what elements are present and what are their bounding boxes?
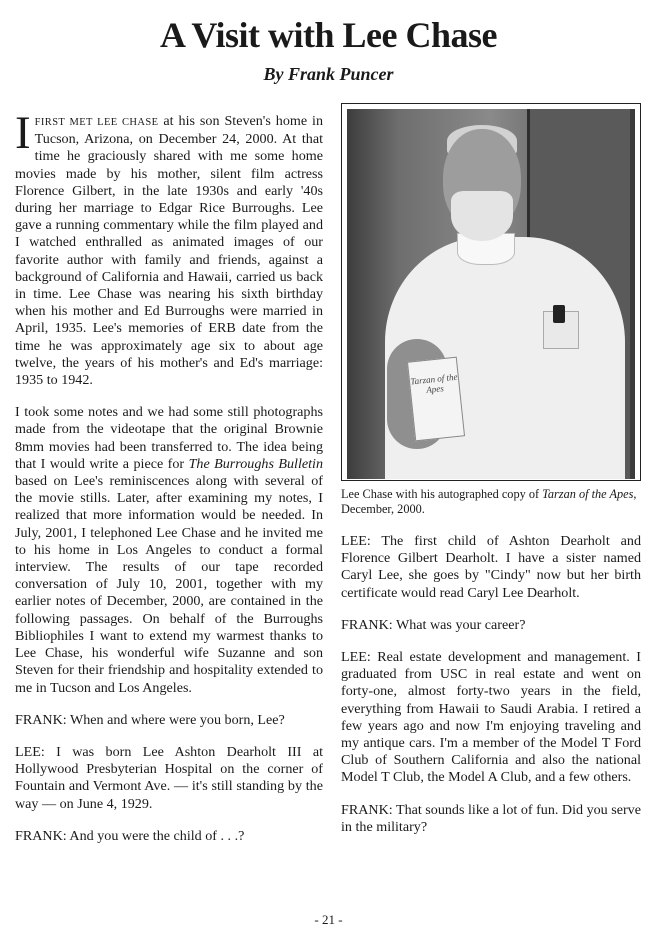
dialogue-paragraph: FRANK: What was your career? — [341, 616, 526, 633]
dialogue-paragraph: FRANK: When and where were you born, Lee? — [15, 711, 285, 728]
caption-book-title: Tarzan of the Apes — [542, 487, 634, 501]
photo-caption: Lee Chase with his autographed copy of Tarzan of the Apes, December, 2000. — [341, 487, 637, 516]
dialogue-paragraph: LEE: Real estate development and management. I graduated from USC in real estate and went on forty-one, almost forty-two years in the field, everything from Hawaii to Saudi Arabia. I retired a few years ago and now I'm enjoying traveling and my antique cars. I'm a member of the Model T Ford Club of Southern California and also the national Model T Club, the Model A Club, and a few others. — [341, 649, 641, 786]
drop-cap: I — [15, 107, 31, 159]
article-title: A Visit with Lee Chase — [159, 15, 497, 55]
byline: By Frank Puncer — [263, 64, 394, 84]
intro-smallcaps: FIRST MET LEE CHASE — [34, 117, 159, 128]
publication-title: The Burroughs Bulletin — [188, 455, 323, 472]
paragraph-2-after: based on Lee's reminiscences along with several of the movie stills. Later, after examining my notes, I realized that more information would be needed. In July, 2001, I telephoned Lee Chase and he invited me to his home in Los Angeles to conduct a formal interview. The results of our tape recorded conversation of July 10, 2001, together with my earlier notes of December, 2000, are contained in the following passages. On behalf of the Burroughs Bibliophiles I want to extend my warmest thanks to Lee Chase, his wonderful wife Suzanne and son Steven for their friendship and hospitality extended to me in Tucson and Los Angeles. — [15, 473, 323, 696]
book-in-photo: Tarzan of the Apes — [407, 357, 465, 442]
right-column — [341, 103, 641, 851]
page-number: - 21 - — [314, 912, 343, 927]
paragraph-2 — [15, 404, 323, 696]
left-column — [15, 107, 323, 860]
intro-paragraph — [15, 107, 323, 389]
paragraph-2-before: I took some notes and we had some still photographs made from the videotape that the original Brownie 8mm movies had been transferred to. The idea being that I would write a piece for — [15, 404, 323, 472]
dialogue-paragraph: LEE: The first child of Ashton Dearholt and Florence Gilbert Dearholt. I have a sister named Caryl Lee, she goes by "Cindy" now but her birth certificate would read Caryl Lee Dearholt. — [341, 533, 641, 601]
dialogue-paragraph: LEE: I was born Lee Ashton Dearholt III at Hollywood Presbyterian Hospital on the corner of Fountain and Vermont Ave. — it's still standing by the way — on June 4, 1929. — [15, 743, 323, 812]
photo-lee-chase — [347, 109, 635, 479]
photo-frame — [341, 103, 641, 481]
dialogue-paragraph: FRANK: And you were the child of . . .? — [15, 827, 245, 844]
intro-text: at his son Steven's home in Tucson, Arizona, on December 24, 2000. At that time he graciously shared with me some home movies made by his mother, silent film actress Florence Gilbert, in the late 1930s and early '40s during her marriage to Edgar Rice Burroughs. Lee gave a running commentary while the film played and I watched enthralled as animated images of our favorite author with family and friends, against a background of California and Hawaii, carried us back in time. Lee Chase was nearing his sixth birthday when his mother and Ed Burroughs were married in April, 1935. Lee's memories of ERB date from the time he was approximately age six to about age twelve, the years of his mother's and Ed's marriage: 1935 to 1942. — [15, 113, 323, 389]
dialogue-paragraph: FRANK: That sounds like a lot of fun. Did you serve in the military? — [341, 801, 641, 835]
